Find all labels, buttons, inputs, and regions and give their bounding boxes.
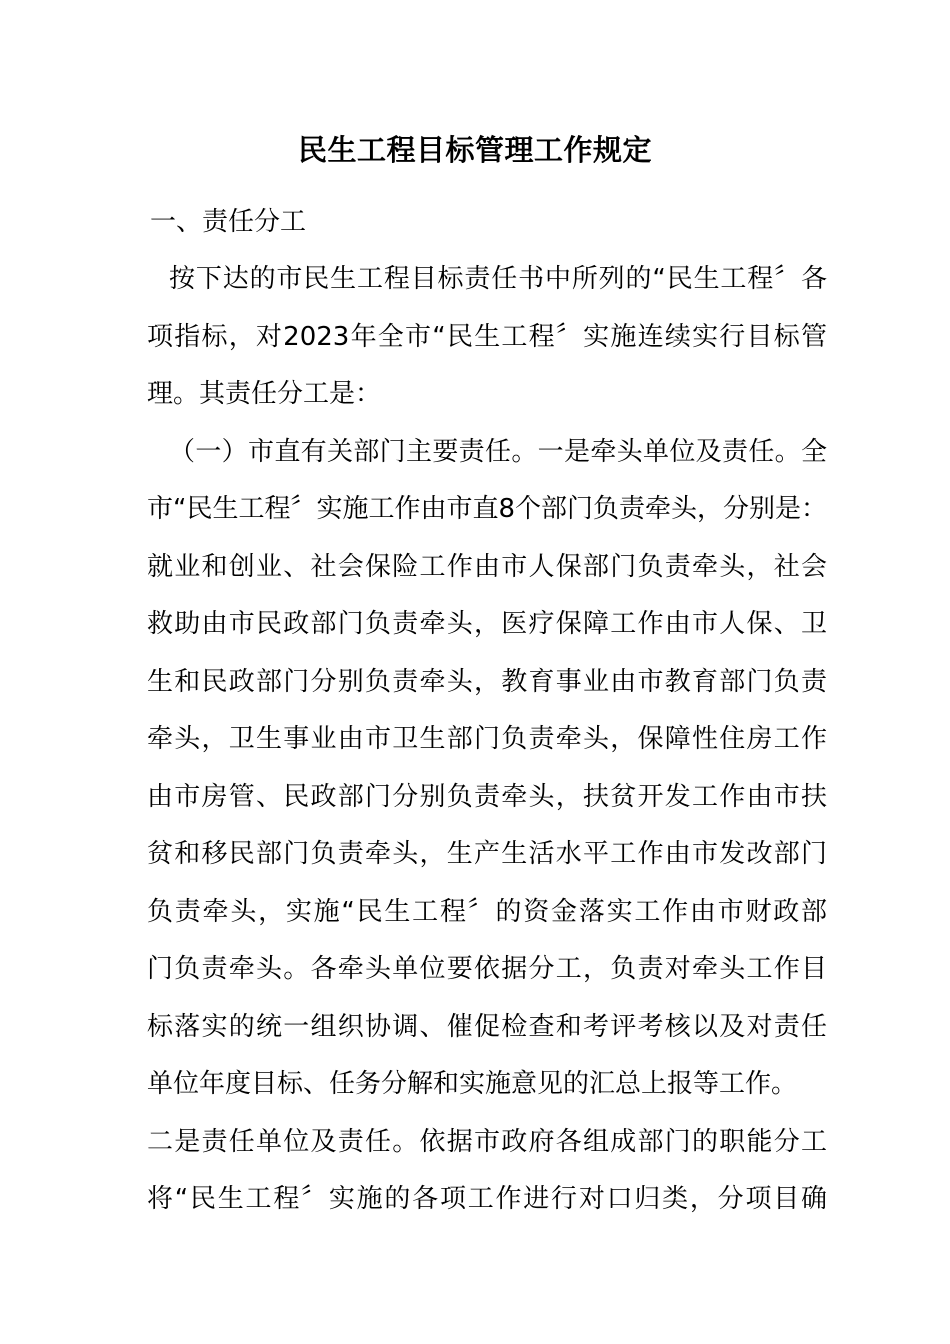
text-line: 标落实的统一组织协调、催促检查和考评考核以及对责任 — [147, 1011, 827, 1042]
text-line: 贫和移民部门负责牵头，生产生活水平工作由市发改部门 — [147, 839, 827, 869]
text-line: 负责牵头，实施“民生工程〞的资金落实工作由市财政部 — [147, 896, 827, 927]
text-line: 市“民生工程〞实施工作由市直8个部门负责牵头，分别是： — [147, 494, 828, 524]
text-line: 二是责任单位及责任。依据市政府各组成部门的职能分工 — [147, 1126, 827, 1157]
document-title: 民生工程目标管理工作规定 — [297, 133, 652, 167]
section-heading: 一、责任分工 — [150, 207, 307, 237]
text-line: 理。其责任分工是： — [147, 379, 382, 409]
text-line: （一）市直有关部门主要责任。一是牵头单位及责任。全 — [169, 436, 827, 467]
text-line: 生和民政部门分别负责牵头，教育事业由市教育部门负责 — [147, 666, 827, 697]
body-text — [147, 257, 827, 1235]
text-line: 项指标，对2023年全市“民生工程〞实施连续实行目标管 — [147, 321, 827, 352]
text-line: 牵头，卫生事业由市卫生部门负责牵头，保障性住房工作 — [147, 724, 827, 754]
text-line: 按下达的市民生工程目标责任书中所列的“民生工程〞各 — [169, 264, 827, 294]
text-line: 由市房管、民政部门分别负责牵头，扶贫开发工作由市扶 — [147, 781, 827, 812]
text-line: 将“民生工程〞实施的各项工作进行对口归类，分项目确 — [147, 1184, 827, 1214]
text-line: 单位年度目标、任务分解和实施意见的汇总上报等工作。 — [147, 1069, 798, 1099]
text-line: 救助由市民政部门负责牵头，医疗保障工作由市人保、卫 — [147, 609, 827, 639]
text-line: 就业和创业、社会保险工作由市人保部门负责牵头，社会 — [147, 551, 827, 582]
text-line: 门负责牵头。各牵头单位要依据分工，负责对牵头工作目 — [147, 954, 827, 984]
